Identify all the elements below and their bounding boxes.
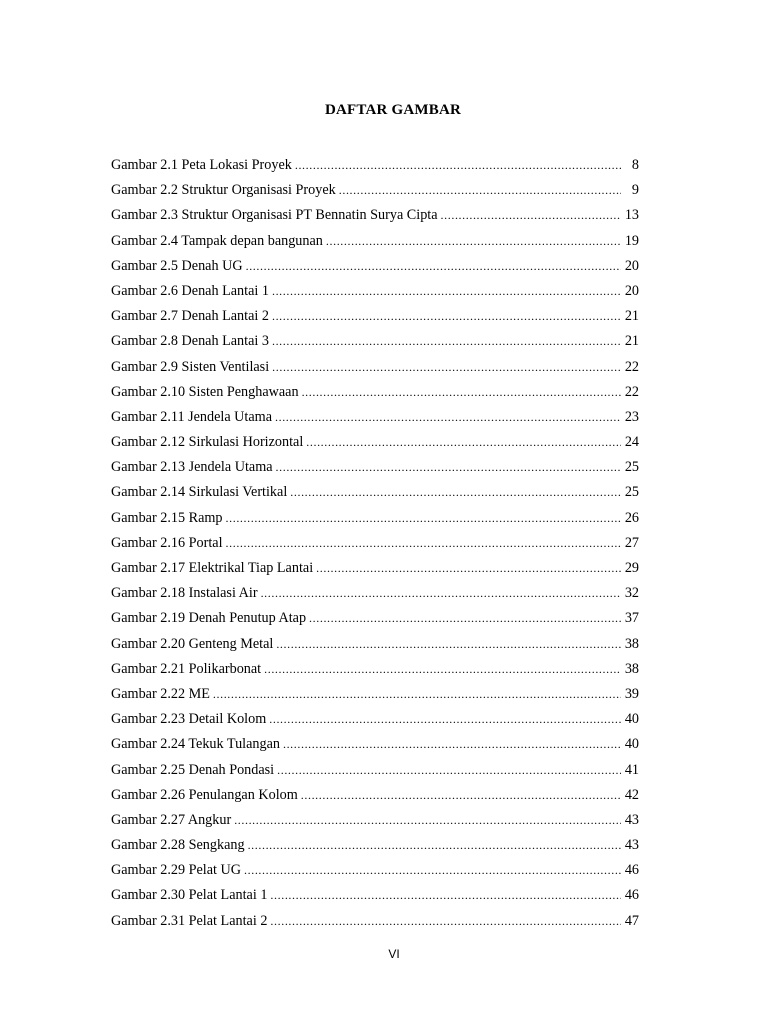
figure-list-item: [111, 482, 639, 507]
figure-caption: Gambar 2.25 Denah Pondasi: [111, 761, 275, 778]
figure-page-number: 39: [624, 685, 639, 702]
page-number: VI: [388, 947, 400, 961]
figure-caption: Gambar 2.21 Polikarbonat: [111, 660, 262, 677]
figure-caption: Gambar 2.31 Pelat Lantai 2: [111, 912, 268, 929]
figure-list: [111, 155, 639, 936]
figure-page-number: 23: [624, 408, 639, 425]
dot-leader: [264, 659, 621, 679]
dot-leader: [226, 508, 621, 528]
dot-leader: [213, 684, 621, 704]
dot-leader: [272, 306, 621, 326]
dot-leader: [295, 155, 621, 175]
figure-page-number: 41: [624, 761, 639, 778]
figure-caption: Gambar 2.14 Sirkulasi Vertikal: [111, 484, 288, 501]
figure-caption: Gambar 2.30 Pelat Lantai 1: [111, 887, 268, 904]
dot-leader: [276, 457, 621, 477]
figure-list-item: [111, 432, 639, 457]
figure-list-item: [111, 382, 639, 407]
figure-list-item: [111, 231, 639, 256]
figure-caption: Gambar 2.6 Denah Lantai 1: [111, 282, 269, 299]
figure-list-item: [111, 659, 639, 684]
figure-page-number: 24: [624, 434, 639, 451]
figure-caption: Gambar 2.27 Angkur: [111, 811, 232, 828]
dot-leader: [246, 256, 621, 276]
figure-list-item: [111, 256, 639, 281]
figure-list-item: [111, 281, 639, 306]
dot-leader: [302, 382, 621, 402]
dot-leader: [301, 785, 621, 805]
dot-leader: [277, 760, 621, 780]
figure-page-number: 38: [624, 635, 639, 652]
figure-caption: Gambar 2.7 Denah Lantai 2: [111, 308, 269, 325]
figure-caption: Gambar 2.1 Peta Lokasi Proyek: [111, 157, 292, 173]
dot-leader: [226, 533, 621, 553]
dot-leader: [290, 482, 621, 502]
dot-leader: [272, 281, 621, 301]
figure-list-item: [111, 860, 639, 885]
dot-leader: [339, 180, 621, 200]
figure-page-number: 43: [624, 837, 639, 854]
figure-page-number: 47: [624, 912, 639, 929]
figure-list-item: [111, 684, 639, 709]
figure-list-item: [111, 885, 639, 910]
dot-leader: [270, 911, 621, 931]
figure-caption: Gambar 2.3 Struktur Organisasi PT Bennatin Surya Cipta: [111, 207, 438, 224]
figure-page-number: 43: [624, 811, 639, 828]
figure-page-number: 38: [624, 660, 639, 677]
figure-caption: Gambar 2.28 Sengkang: [111, 837, 245, 854]
figure-caption: Gambar 2.8 Denah Lantai 3: [111, 333, 269, 350]
dot-leader: [316, 558, 621, 578]
figure-caption: Gambar 2.13 Jendela Utama: [111, 459, 273, 476]
figure-page-number: 32: [624, 585, 639, 602]
figure-caption: Gambar 2.11 Jendela Utama: [111, 408, 272, 425]
figure-page-number: 13: [624, 207, 639, 224]
figure-list-item: [111, 407, 639, 432]
figure-list-item: [111, 608, 639, 633]
figure-page-number: 25: [624, 459, 639, 476]
figure-caption: Gambar 2.29 Pelat UG: [111, 862, 242, 879]
dot-leader: [261, 583, 621, 603]
dot-leader: [234, 810, 621, 830]
dot-leader: [248, 835, 621, 855]
dot-leader: [244, 860, 621, 880]
dot-leader: [326, 231, 621, 251]
figure-caption: Gambar 2.18 Instalasi Air: [111, 585, 258, 602]
figure-page-number: 26: [624, 509, 639, 526]
figure-page-number: 20: [624, 282, 639, 299]
figure-list-item: [111, 810, 639, 835]
figure-list-item: [111, 533, 639, 558]
figure-caption: Gambar 2.24 Tekuk Tulangan: [111, 736, 280, 753]
figure-list-item: [111, 155, 639, 180]
figure-caption: Gambar 2.9 Sisten Ventilasi: [111, 358, 270, 375]
figure-page-number: 42: [624, 786, 639, 803]
figure-list-item: [111, 911, 639, 936]
dot-leader: [441, 205, 621, 225]
figure-list-item: [111, 785, 639, 810]
figure-caption: Gambar 2.4 Tampak depan bangunan: [111, 232, 323, 249]
figure-caption: Gambar 2.16 Portal: [111, 534, 223, 551]
figure-list-item: [111, 306, 639, 331]
figure-page-number: 19: [624, 232, 639, 249]
figure-caption: Gambar 2.12 Sirkulasi Horizontal: [111, 434, 304, 451]
figure-page-number: 27: [624, 534, 639, 551]
figure-page-number: 8: [631, 157, 639, 173]
figure-caption: Gambar 2.10 Sisten Penghawaan: [111, 383, 299, 400]
figure-list-item: [111, 357, 639, 382]
figure-caption: Gambar 2.26 Penulangan Kolom: [111, 786, 298, 803]
figure-page-number: 46: [624, 862, 639, 879]
dot-leader: [272, 357, 621, 377]
figure-list-item: [111, 835, 639, 860]
figure-page-number: 25: [624, 484, 639, 501]
figure-list-item: [111, 734, 639, 759]
figure-page-number: 21: [624, 333, 639, 350]
figure-page-number: 40: [624, 736, 639, 753]
figure-caption: Gambar 2.5 Denah UG: [111, 257, 243, 274]
figure-list-item: [111, 180, 639, 205]
page-title: DAFTAR GAMBAR: [324, 102, 462, 118]
dot-leader: [306, 432, 621, 452]
figure-page-number: 46: [624, 887, 639, 904]
figure-list-item: [111, 457, 639, 482]
figure-page-number: 40: [624, 711, 639, 728]
figure-list-item: [111, 331, 639, 356]
figure-list-item: [111, 205, 639, 230]
figure-caption: Gambar 2.15 Ramp: [111, 509, 223, 526]
figure-list-item: [111, 760, 639, 785]
figure-page-number: 21: [624, 308, 639, 325]
figure-list-item: [111, 583, 639, 608]
dot-leader: [270, 885, 621, 905]
figure-page-number: 22: [624, 383, 639, 400]
figure-list-item: [111, 558, 639, 583]
figure-list-item: [111, 709, 639, 734]
figure-page-number: 22: [624, 358, 639, 375]
dot-leader: [283, 734, 621, 754]
dot-leader: [275, 407, 621, 427]
figure-caption: Gambar 2.22 ME: [111, 685, 210, 702]
figure-page-number: 9: [631, 182, 639, 199]
dot-leader: [272, 331, 621, 351]
figure-page-number: 37: [624, 610, 639, 627]
dot-leader: [276, 634, 621, 654]
figure-caption: Gambar 2.19 Denah Penutup Atap: [111, 610, 307, 627]
dot-leader: [309, 608, 621, 628]
figure-page-number: 20: [624, 257, 639, 274]
figure-page-number: 29: [624, 560, 639, 576]
figure-caption: Gambar 2.17 Elektrikal Tiap Lantai: [111, 560, 314, 576]
figure-list-item: [111, 508, 639, 533]
figure-caption: Gambar 2.20 Genteng Metal: [111, 635, 274, 652]
figure-list-item: [111, 634, 639, 659]
dot-leader: [269, 709, 621, 729]
figure-caption: Gambar 2.23 Detail Kolom: [111, 711, 267, 728]
figure-caption: Gambar 2.2 Struktur Organisasi Proyek: [111, 182, 336, 199]
